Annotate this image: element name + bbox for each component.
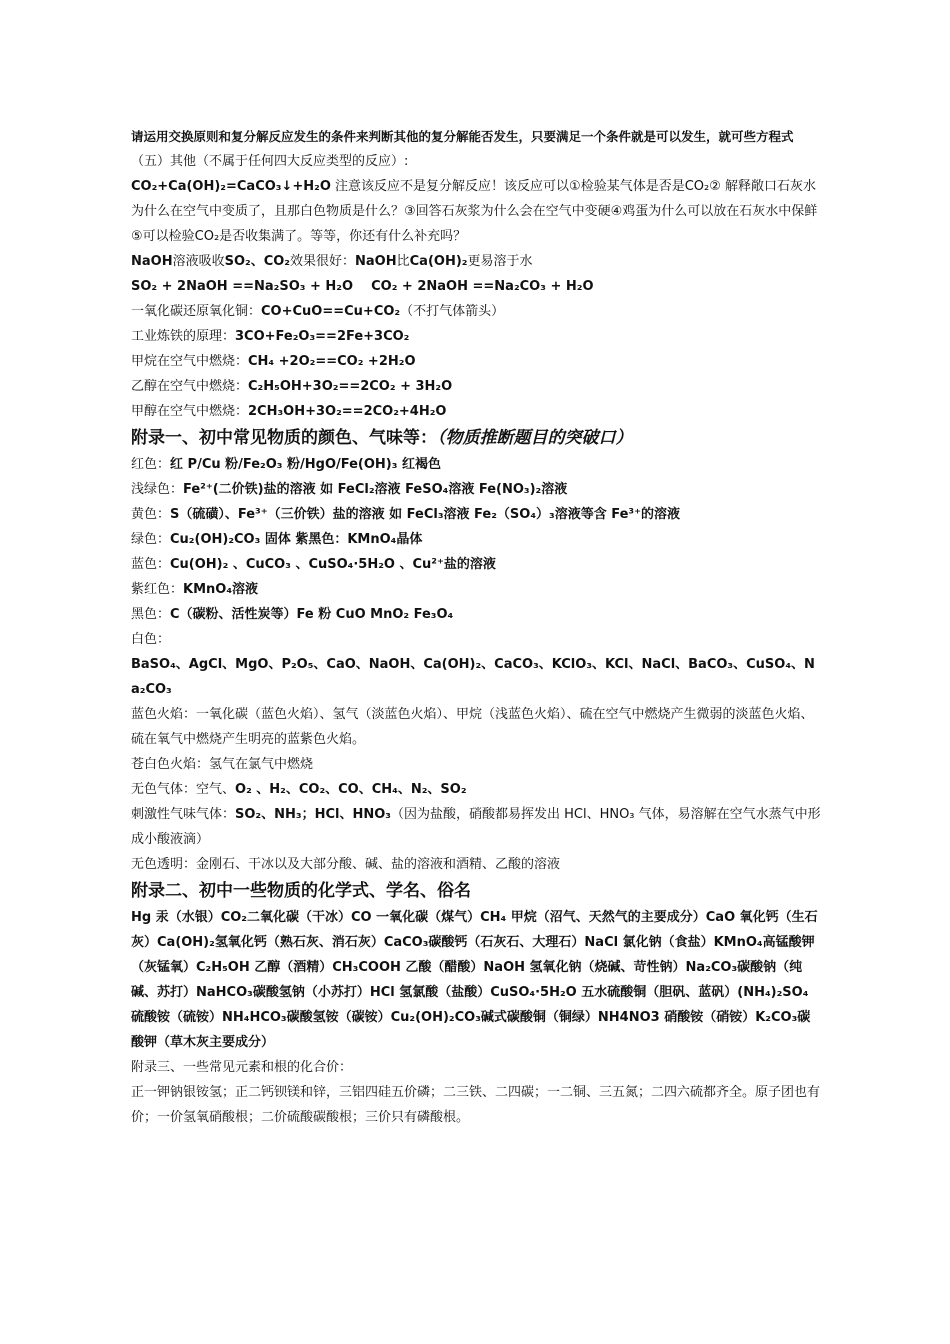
reaction-equation: CO+CuO==Cu+CO₂ (261, 304, 401, 319)
pale-flame-text: 苍白色火焰：氢气在氯气中燃烧 (131, 757, 314, 772)
color-row (131, 527, 821, 552)
irritant-gas-value: SO₂、NH₃；HCl、HNO₃ (235, 807, 391, 822)
appendix1-title: 附录一、初中常见物质的颜色、气味等： (131, 428, 437, 448)
appendix2-title: 附录二、初中一些物质的化学式、学名、俗名 (131, 881, 471, 901)
naoh-d: 效果很好： (290, 254, 356, 269)
reaction-row (131, 299, 821, 324)
reaction-equation: CH₄ +2O₂==CO₂ +2H₂O (248, 354, 416, 369)
appendix3-body: 正一钾钠银铵氢；正二钙钡镁和锌，三铝四硅五价磷；二三铁、二四碳；一二铜、三五氮；二四六硫都齐全。原子团也有价；一价氢氧硝酸根；二价硫酸碳酸根；三价只有磷酸根。 (131, 1085, 821, 1125)
naoh-e: NaOH (355, 254, 397, 269)
color-value: 红 P/Cu 粉/Fe₂O₃ 粉/HgO/Fe(OH)₃ 红褐色 (170, 457, 441, 472)
appendix3-title: 附录三、一些常见元素和根的化合价： (131, 1060, 353, 1075)
so2-co2-equations (131, 274, 821, 299)
color-label: 绿色： (131, 532, 171, 547)
reaction-row (131, 374, 821, 399)
co2-caoh2-paragraph (131, 174, 821, 249)
color-label: 紫红色： (131, 582, 184, 597)
color-label: 黄色： (131, 507, 171, 522)
reaction-label: 乙醇在空气中燃烧： (131, 379, 249, 394)
irritant-gas-row (131, 802, 821, 852)
color-label: 白色： (131, 632, 171, 647)
blue-flame-text: 蓝色火焰：一氧化碳（蓝色火焰）、氢气（淡蓝色火焰）、甲烷（浅蓝色火焰）、硫在空气中燃烧产生微弱的淡蓝色火焰、硫在氧气中燃烧产生明亮的蓝紫色火焰。 (131, 707, 814, 747)
irritant-gas-label: 刺激性气味气体： (131, 807, 236, 822)
co2-caoh2-note: 注意该反应不是复分解反应！该反应可以①检验某气体是否是CO₂② 解释敞口石灰水为什么在空气中变质了，且那白色物质是什么？③回答石灰浆为什么会在空气中变硬④鸡蛋为什么可以放在石灰水中保鲜⑤可以检验CO₂是否收集满了。等等，你还有什么补充吗？ (131, 179, 818, 244)
color-row (131, 577, 821, 602)
document-page (131, 124, 821, 1130)
reaction-row (131, 324, 821, 349)
co2-equation: CO₂ + 2NaOH ==Na₂CO₃ + H₂O (371, 279, 594, 294)
appendix1-heading (131, 424, 821, 452)
irritant-gas-note: （因为盐酸，硝酸都易挥发出 HCl、HNO₃ 气体，易溶解在空气水蒸气中形成小酸液滴） (131, 807, 821, 847)
color-label: 蓝色： (131, 557, 171, 572)
naoh-a: NaOH (131, 254, 173, 269)
naoh-absorb-line (131, 249, 821, 274)
section5-title: （五）其他（不属于任何四大反应类型的反应）: (131, 154, 409, 169)
colorless-gas-label: 无色气体：空气、 (131, 782, 236, 797)
color-row (131, 502, 821, 527)
appendix1-subtitle: （物质推断题目的突破口） (437, 428, 633, 448)
naoh-f: 比 (396, 254, 410, 269)
intro-text: 请运用交换原则和复分解反应发生的条件来判断其他的复分解能否发生，只要满足一个条件就是可以发生，就可些方程式 (131, 129, 794, 144)
so2-equation: SO₂ + 2NaOH ==Na₂SO₃ + H₂O (131, 279, 354, 294)
reaction-note: （不打气体箭头） (400, 304, 505, 319)
colorless-gas-row (131, 777, 821, 802)
naoh-h: 更易溶于水 (467, 254, 533, 269)
color-value: Cu₂(OH)₂CO₃ 固体 紫黑色：KMnO₄晶体 (170, 532, 423, 547)
color-value: Fe²⁺(二价铁)盐的溶液 如 FeCl₂溶液 FeSO₄溶液 Fe(NO₃)₂溶液 (183, 482, 568, 497)
transparent-row: 无色透明：金刚石、干冰以及大部分酸、碱、盐的溶液和酒精、乙酸的溶液 (131, 857, 561, 872)
co2-caoh2-formula: CO₂+Ca(OH)₂=CaCO₃↓+H₂O (131, 179, 331, 194)
reaction-label: 一氧化碳还原氧化铜： (131, 304, 262, 319)
naoh-c: SO₂、CO₂ (224, 254, 291, 269)
appendix2-body: Hg 汞（水银）CO₂二氧化碳（干冰）CO 一氧化碳（煤气）CH₄ 甲烷（沼气、天然气的主要成分）CaO 氧化钙（生石灰）Ca(OH)₂氢氧化钙（熟石灰、消石灰）CaCO₃碳酸钙（石灰石、大理石）NaCl 氯化钠（食盐）KMnO₄高锰酸钾（灰锰氧）C₂H₅OH 乙醇（酒精）CH₃COOH 乙酸（醋酸）NaOH 氢氧化钠（烧碱、苛性钠）Na₂CO₃碳酸钠（纯碱、苏打）NaHCO₃碳酸氢钠（小苏打）HCl 氢氯酸（盐酸）CuSO₄·5H₂O 五水硫酸铜（胆矾、蓝矾）(NH₄)₂SO₄硫酸铵（硫铵）NH₄HCO₃碳酸氢铵（碳铵）Cu₂(OH)₂CO₃碱式碳酸铜（铜绿）NH4NO3 硝酸铵（硝铵）K₂CO₃碳酸钾（草木灰主要成分） (131, 910, 818, 1050)
color-row (131, 552, 821, 577)
color-value: Cu(OH)₂ 、CuCO₃ 、CuSO₄·5H₂O 、Cu²⁺盐的溶液 (170, 557, 496, 572)
color-label: 黑色： (131, 607, 171, 622)
colorless-gas-value: O₂ 、H₂、CO₂、CO、CH₄、N₂、SO₂ (235, 782, 467, 797)
color-row (131, 477, 821, 502)
color-value: C（碳粉、活性炭等）Fe 粉 CuO MnO₂ Fe₃O₄ (170, 607, 454, 622)
color-row (131, 602, 821, 627)
color-value: S（硫磺）、Fe³⁺（三价铁）盐的溶液 如 FeCl₃溶液 Fe₂（SO₄）₃溶液等含 Fe³⁺的溶液 (170, 507, 680, 522)
color-value: KMnO₄溶液 (183, 582, 259, 597)
reaction-equation: 2CH₃OH+3O₂==2CO₂+4H₂O (248, 404, 447, 419)
color-row (131, 452, 821, 477)
reaction-label: 甲烷在空气中燃烧： (131, 354, 249, 369)
reaction-row (131, 349, 821, 374)
color-label: 红色： (131, 457, 171, 472)
reaction-label: 工业炼铁的原理： (131, 329, 236, 344)
naoh-g: Ca(OH)₂ (409, 254, 468, 269)
reaction-label: 甲醇在空气中燃烧： (131, 404, 249, 419)
white-substances: BaSO₄、AgCl、MgO、P₂O₅、CaO、NaOH、Ca(OH)₂、CaCO₃、KClO₃、KCl、NaCl、BaCO₃、CuSO₄、Na₂CO₃ (131, 657, 815, 697)
color-label: 浅绿色： (131, 482, 184, 497)
reaction-equation: C₂H₅OH+3O₂==2CO₂ + 3H₂O (248, 379, 453, 394)
reaction-row (131, 399, 821, 424)
reaction-equation: 3CO+Fe₂O₃==2Fe+3CO₂ (235, 329, 410, 344)
color-row (131, 627, 821, 652)
naoh-b: 溶液吸收 (172, 254, 225, 269)
